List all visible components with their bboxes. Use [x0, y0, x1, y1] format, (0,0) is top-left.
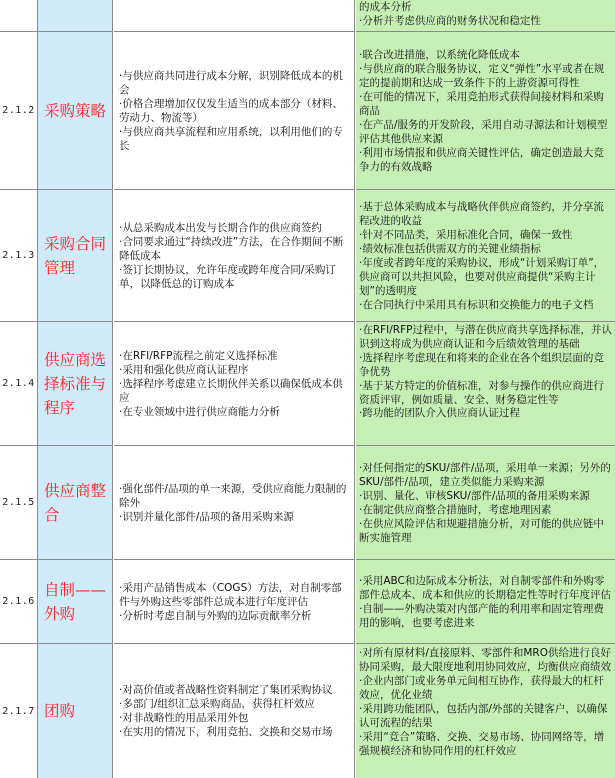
basic-practice-item: ·价格合理增加仅仅发生适当的成本部分（材料、劳动力、物流等） [119, 97, 343, 124]
row-number [0, 0, 38, 32]
best-practice-item: ·自制——外购决策对内部产能的利用率和固定管理费用的影响，也要考虑进来 [359, 602, 604, 629]
best-practices [356, 644, 615, 778]
row-number: 2.1.3 [0, 190, 38, 322]
best-practice-item: ·在RFI/RFP过程中，与潜在供应商共享选择标准，并认识到这将成为供应商认证和今后绩效管理的基础 [359, 324, 612, 350]
best-practices [356, 190, 615, 322]
row-number: 2.1.5 [0, 446, 38, 560]
best-practice-item: ·采用ABC和边际成本分析法，对自制零部件和外购零部件总成本、成本和供应的长期稳定性等时行年度评估 [359, 574, 611, 601]
basic-practice-item: ·分析时考虑自制与外购的边际贡献率分析 [119, 609, 312, 622]
basic-practice-item: ·采用和强化供应商认证程序 [119, 363, 249, 376]
basic-practice-item: ·多部门/组织汇总采购商品，获得杠杆效应 [119, 698, 315, 710]
basic-practice-item: ·签订长期协议，允许年度或跨年度合同/采购订单，以降低总的订购成本 [119, 263, 336, 290]
best-practice-item: ·分析并考虑供应商的财务状况和稳定性 [359, 15, 541, 27]
table-row [0, 32, 615, 190]
basic-practices [114, 0, 355, 32]
best-practice-item: ·在可能的情况下，采用竞拍形式获得间接材料和采购商品 [359, 90, 604, 117]
row-title: 团购 [38, 644, 113, 778]
basic-practices [114, 560, 355, 644]
best-practice-item: ·在合同执行中采用具有标识和交换能力的电子文档 [359, 298, 594, 311]
basic-practices [114, 32, 355, 190]
best-practice-item: ·基于总体采购成本与战略伙伴供应商签约，并分享流程改进的收益 [359, 200, 604, 227]
table-row [0, 644, 615, 778]
table-row [0, 446, 615, 560]
best-practice-item: ·对任何指定的SKU/部件/品项，采用单一来源；另外的SKU/部件/品项，建立类似能力采购来源 [359, 461, 611, 488]
basic-practices [114, 644, 355, 778]
row-title: 采购合同管理 [38, 190, 113, 322]
basic-practice-item: ·采用产品销售成本（COGS）方法，对自制零部件与外购这些零部件总成本进行年度评估 [119, 581, 342, 608]
basic-practices [114, 446, 355, 560]
basic-practices [114, 322, 355, 446]
basic-practice-item: ·选择程序考虑建立长期伙伴关系以确保低成本供应 [119, 377, 343, 404]
basic-practice-item: ·对非战略性的用品采用外包 [119, 712, 249, 724]
best-practices [356, 446, 615, 560]
row-title: 供应商整合 [38, 446, 113, 560]
best-practice-item: ·识别、量化、审核SKU/部件/品项的备用采购来源 [359, 489, 590, 502]
best-practice-item: ·在产品/服务的开发阶段，采用自动寻源法和计划模型评估其他供应来源 [359, 118, 608, 145]
best-practice-item: ·绩效标准包括供需双方的关键业绩指标 [359, 242, 541, 255]
basic-practice-item: ·与供应商共同进行成本分解，识别降低成本的机会 [119, 69, 343, 96]
row-title: 采购策略 [38, 32, 113, 190]
best-practice-item: ·与供应商的联合服务协议，定义“弹性”水平或者在规定的提前期和达成一致条件下的上游资源可得性 [359, 62, 605, 89]
basic-practice-item: ·在实用的情况下，利用竞拍、交换和交易市场 [119, 726, 333, 738]
row-number: 2.1.2 [0, 32, 38, 190]
best-practice-item: ·企业内部门或业务单元间相互协作，获得最大的杠杆效应，优化业绩 [359, 675, 604, 701]
row-number: 2.1.4 [0, 322, 38, 446]
row-title [38, 0, 113, 32]
best-practice-item: ·利用市场情报和供应商关键性评估，确定创造最大竞争力的有效战略 [359, 146, 604, 173]
best-practice-item: ·联合改进措施，以系统化降低成本 [359, 48, 520, 61]
best-practice-item: ·采用跨功能团队，包括内部/外部的关键客户，以确保认可流程的结果 [359, 703, 608, 729]
basic-practice-item: ·在专业领域中进行供应商能力分析 [119, 405, 280, 418]
table-row [0, 0, 615, 32]
best-practices [356, 32, 615, 190]
basic-practice-item: ·识别并量化部件/品项的备用采购来源 [119, 510, 294, 523]
best-practice-item: ·在供应风险评估和规避措施分析，对可能的供应链中断实施管理 [359, 517, 604, 544]
basic-practices [114, 190, 355, 322]
table-row [0, 322, 615, 446]
row-title: 供应商选择标准与程序 [38, 322, 113, 446]
best-practices [356, 322, 615, 446]
best-practice-item: ·年度或者跨年度的采购协议，形成“计划采购订单”，供应商可以共担风险，也要对供应商提供“采购主计划”的透明度 [359, 256, 605, 297]
table-row [0, 560, 615, 644]
best-practices [356, 0, 615, 32]
basic-practice-item: ·从总采购成本出发与长期合作的供应商签约 [119, 221, 322, 234]
best-practice-item: ·在制定供应商整合措施时，考虑地理因素 [359, 503, 552, 516]
basic-practice-item: ·与供应商共享流程和应用系统，以利用他们的专长 [119, 125, 343, 152]
basic-practice-item: ·对高价值或者战略性资料制定了集团采购协议 [119, 684, 333, 696]
best-practices [356, 560, 615, 644]
best-practice-item: ·选择程序考虑现在和将来的企业在各个组织层面的竞争优势 [359, 352, 604, 378]
row-number: 2.1.6 [0, 560, 38, 644]
table-row [0, 190, 615, 322]
basic-practice-item: ·在RFI/RFP流程之前定义选择标准 [119, 349, 278, 362]
basic-practice-item: ·合同要求通过“持续改进”方法，在合作期间不断降低成本 [119, 235, 344, 262]
best-practice-item: ·针对不同品类，采用标准化合同，确保一致性 [359, 228, 573, 241]
best-practice-item: ·跨功能的团队介入供应商认证过程 [359, 407, 520, 419]
row-number: 2.1.7 [0, 644, 38, 778]
basic-practice-item: ·强化部件/品项的单一来源，受供应商能力限制的除外 [119, 482, 347, 509]
best-practice-item: ·基于某方特定的价值标准，对参与操作的供应商进行资质评审，例如质量、安全、财务稳定性等 [359, 380, 604, 406]
best-practice-item: 的成本分析 [359, 1, 412, 13]
row-title: 自制——外购 [38, 560, 113, 644]
best-practice-item: ·对所有原材料/直接原料、零部件和MRO供给进行良好协同采购，最大限度地利用协同效应，均衡供应商绩效 [359, 647, 611, 673]
best-practice-item: ·采用“竞合”策略、交换、交易市场、协同网络等，增强规模经济和协同作用的杠杆效应 [359, 731, 605, 757]
